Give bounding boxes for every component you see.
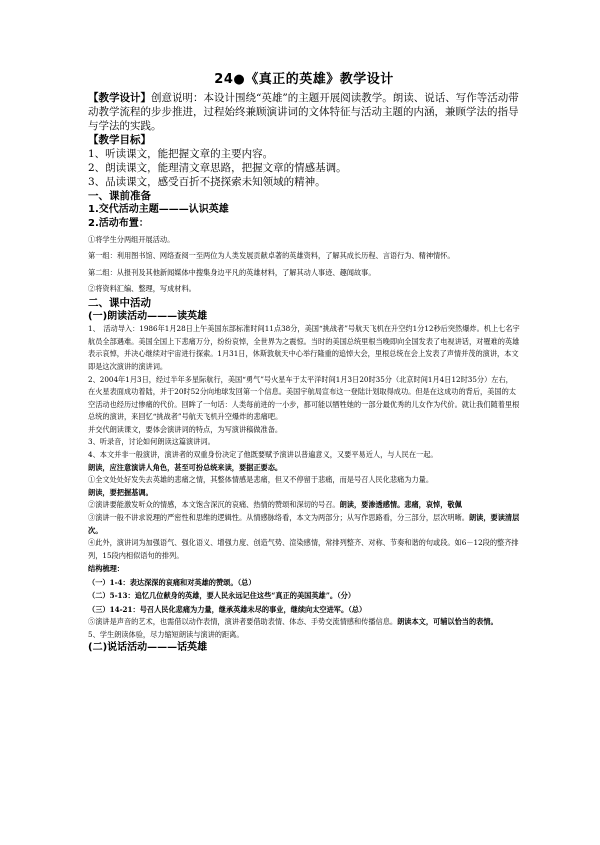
section2-para6 — [88, 474, 520, 499]
goal-item-2: 2、朗读课文，能理清文章思路，把握文章的情感基调。 — [88, 162, 347, 174]
section2-para10 — [88, 616, 520, 629]
para7-text: ②演讲要能激发听众的情感，本文饱含深沉的哀痛、热情的赞颂和深切的号召。 — [88, 500, 340, 510]
structure-item-1: （一）1-4：表达深深的哀痛和对英雄的赞颂。（总） — [88, 577, 256, 587]
section2-para4: 3、听录音，讨论如何朗读这篇演讲词。 — [88, 437, 215, 447]
design-label: 【教学设计】 — [88, 92, 151, 104]
section1-heading: 一、课前准备 — [88, 190, 151, 202]
section2-para8 — [88, 512, 520, 537]
section1-sub1: 1.交代活动主题———认识英雄 — [88, 204, 229, 215]
goal-item-1: 1、听读课文，能把握文章的主要内容。 — [88, 148, 274, 160]
section2-heading: 二、课中活动 — [88, 296, 151, 309]
para8-text: ③演讲一般不讲求说理的严密性和思维的逻辑性。从情感脉络看，本文为两部分；从写作思路看，分三部分，层次明晰。 — [88, 513, 469, 523]
section1-line-4: ②将资料汇编、整理，写成材料。 — [88, 284, 196, 294]
section2-sub1: (一)朗读活动———读英雄 — [88, 310, 208, 322]
para7-emphasis: 朗读，要渗透感情。悲痛，哀悼，敬佩 — [339, 500, 462, 510]
section2-para2: 2、2004年1月3日，经过半年多星际航行，美国“勇气”号火星车于太平洋时间1月3日20时35分（北京时间1月4日12时35分）左右，在火星表面成功着陆，并于20时52分向地球发回第一个信息。美国宇航局宣布这一登陆计划取得成功。但是在这成功的背后，美国的太空活动也经历过惨痛的代价。回眸了一句话：人类每前进的一小步，都可能以牺牲她的一部分最优秀的儿女作为代价。就让我们随着里根总统的演讲，来回忆“挑战者”号航天飞机升空爆炸的悲痛吧。 — [88, 374, 520, 422]
structure-item-2: （二）5-13：追忆几位献身的英雄，要人民永远记住这些“真正的美国英雄”。（分） — [88, 591, 356, 601]
para5-text: 4、本文并非一般演讲，演讲者的双重身份决定了他既要赋予演讲以普遍意义，又要平易近人，与人民在一起。 — [88, 450, 438, 460]
goals-label: 【教学目标】 — [88, 134, 151, 146]
section1-line-3: 第二组：从报刊及其他新闻媒体中搜集身边平凡的英雄材料，了解其动人事迹、趣闻故事。 — [88, 267, 376, 277]
para5-emphasis: 朗读，应注意演讲人角色，甚至可扮总统来读，要据正要态。 — [88, 462, 283, 472]
design-text: 创意说明：本设计围绕“英雄”的主题开展阅读教学。朗读、说话、写作等活动带动教学流程的步步推进，过程始终兼顾演讲词的文体特征与活动主题的内涵，兼顾学法的指导与学法的实践。 — [88, 92, 519, 132]
para10-text: ⑤演讲是声音的艺术，也需借以动作表情，演讲者要借助表情、体态、手势交流情感和传播信息。 — [88, 617, 398, 627]
para10-emphasis: 朗读本文，可辅以恰当的表情。 — [397, 617, 498, 627]
section1-line-2: 第一组：利用图书馆、网络查阅一至两位为人类发展贡献卓著的英雄资料，了解其成长历程、言语行为、精神情怀。 — [88, 251, 455, 261]
section2-para9: ④此外，演讲词为加强语气、强化语义、增强力度、创造气势、渲染感情，常排列整齐、对称、节奏和谐的句或段。如6－12段的整齐排列，15段内相似语句的排列。 — [88, 538, 519, 560]
document-page — [88, 68, 520, 655]
section1-sub2: 2.活动布置： — [88, 217, 149, 229]
page-title: 24●《真正的英雄》教学设计 — [214, 72, 394, 87]
section2-para1: 1、 活动导入：1986年1月28日上午美国东部标准时间11点38分，美国“挑战者”号航天飞机在升空约1分12秒后突然爆炸。机上七名宇航员全部遇难。美国全国上下悲痛万分，纷纷哀悼，全世界为之震惊。当时的美国总统里根当晚即向全国发表了电视讲话，对罹难的英雄表示哀悼，并决心继续对宇宙进行探索。1月31日，休斯敦航天中心举行隆重的追悼大会，里根总统在会上发表了声情并茂的演讲，本文即是这次演讲的演讲词。 — [88, 324, 520, 371]
section1-line-1: ①将学生分两组开展活动。 — [88, 235, 175, 244]
structure-label: 结构梳理： — [88, 564, 124, 574]
section2-para5 — [88, 449, 520, 474]
section2-para7 — [88, 499, 520, 512]
section2-sub2: (二)说话活动———话英雄 — [88, 642, 208, 654]
structure-item-3: （三）14-21：号召人民化悲痛为力量，继承英雄未尽的事业，继续向太空进军。（总） — [88, 604, 367, 614]
para8-emphasis: 朗读，要读清层次。 — [88, 513, 520, 535]
para6-emphasis: 朗读，要把握基调。 — [88, 487, 153, 497]
section2-para11: 5、学生朗读体验，尽力缩短朗读与演讲的距离。 — [88, 629, 244, 639]
para6-text: ①全文处处好发失去英雄的悲痛之情，其整体情感是悲痛，但又不停留于悲痛，而是号召人民化悲痛为力量。 — [88, 475, 434, 485]
goal-item-3: 3、品读课文，感受百折不挠探索未知领域的精神。 — [88, 176, 326, 188]
section2-para3: 并交代朗读课文，要体会演讲词的特点，为写演讲稿做准备。 — [88, 424, 283, 434]
design-paragraph — [88, 91, 520, 133]
